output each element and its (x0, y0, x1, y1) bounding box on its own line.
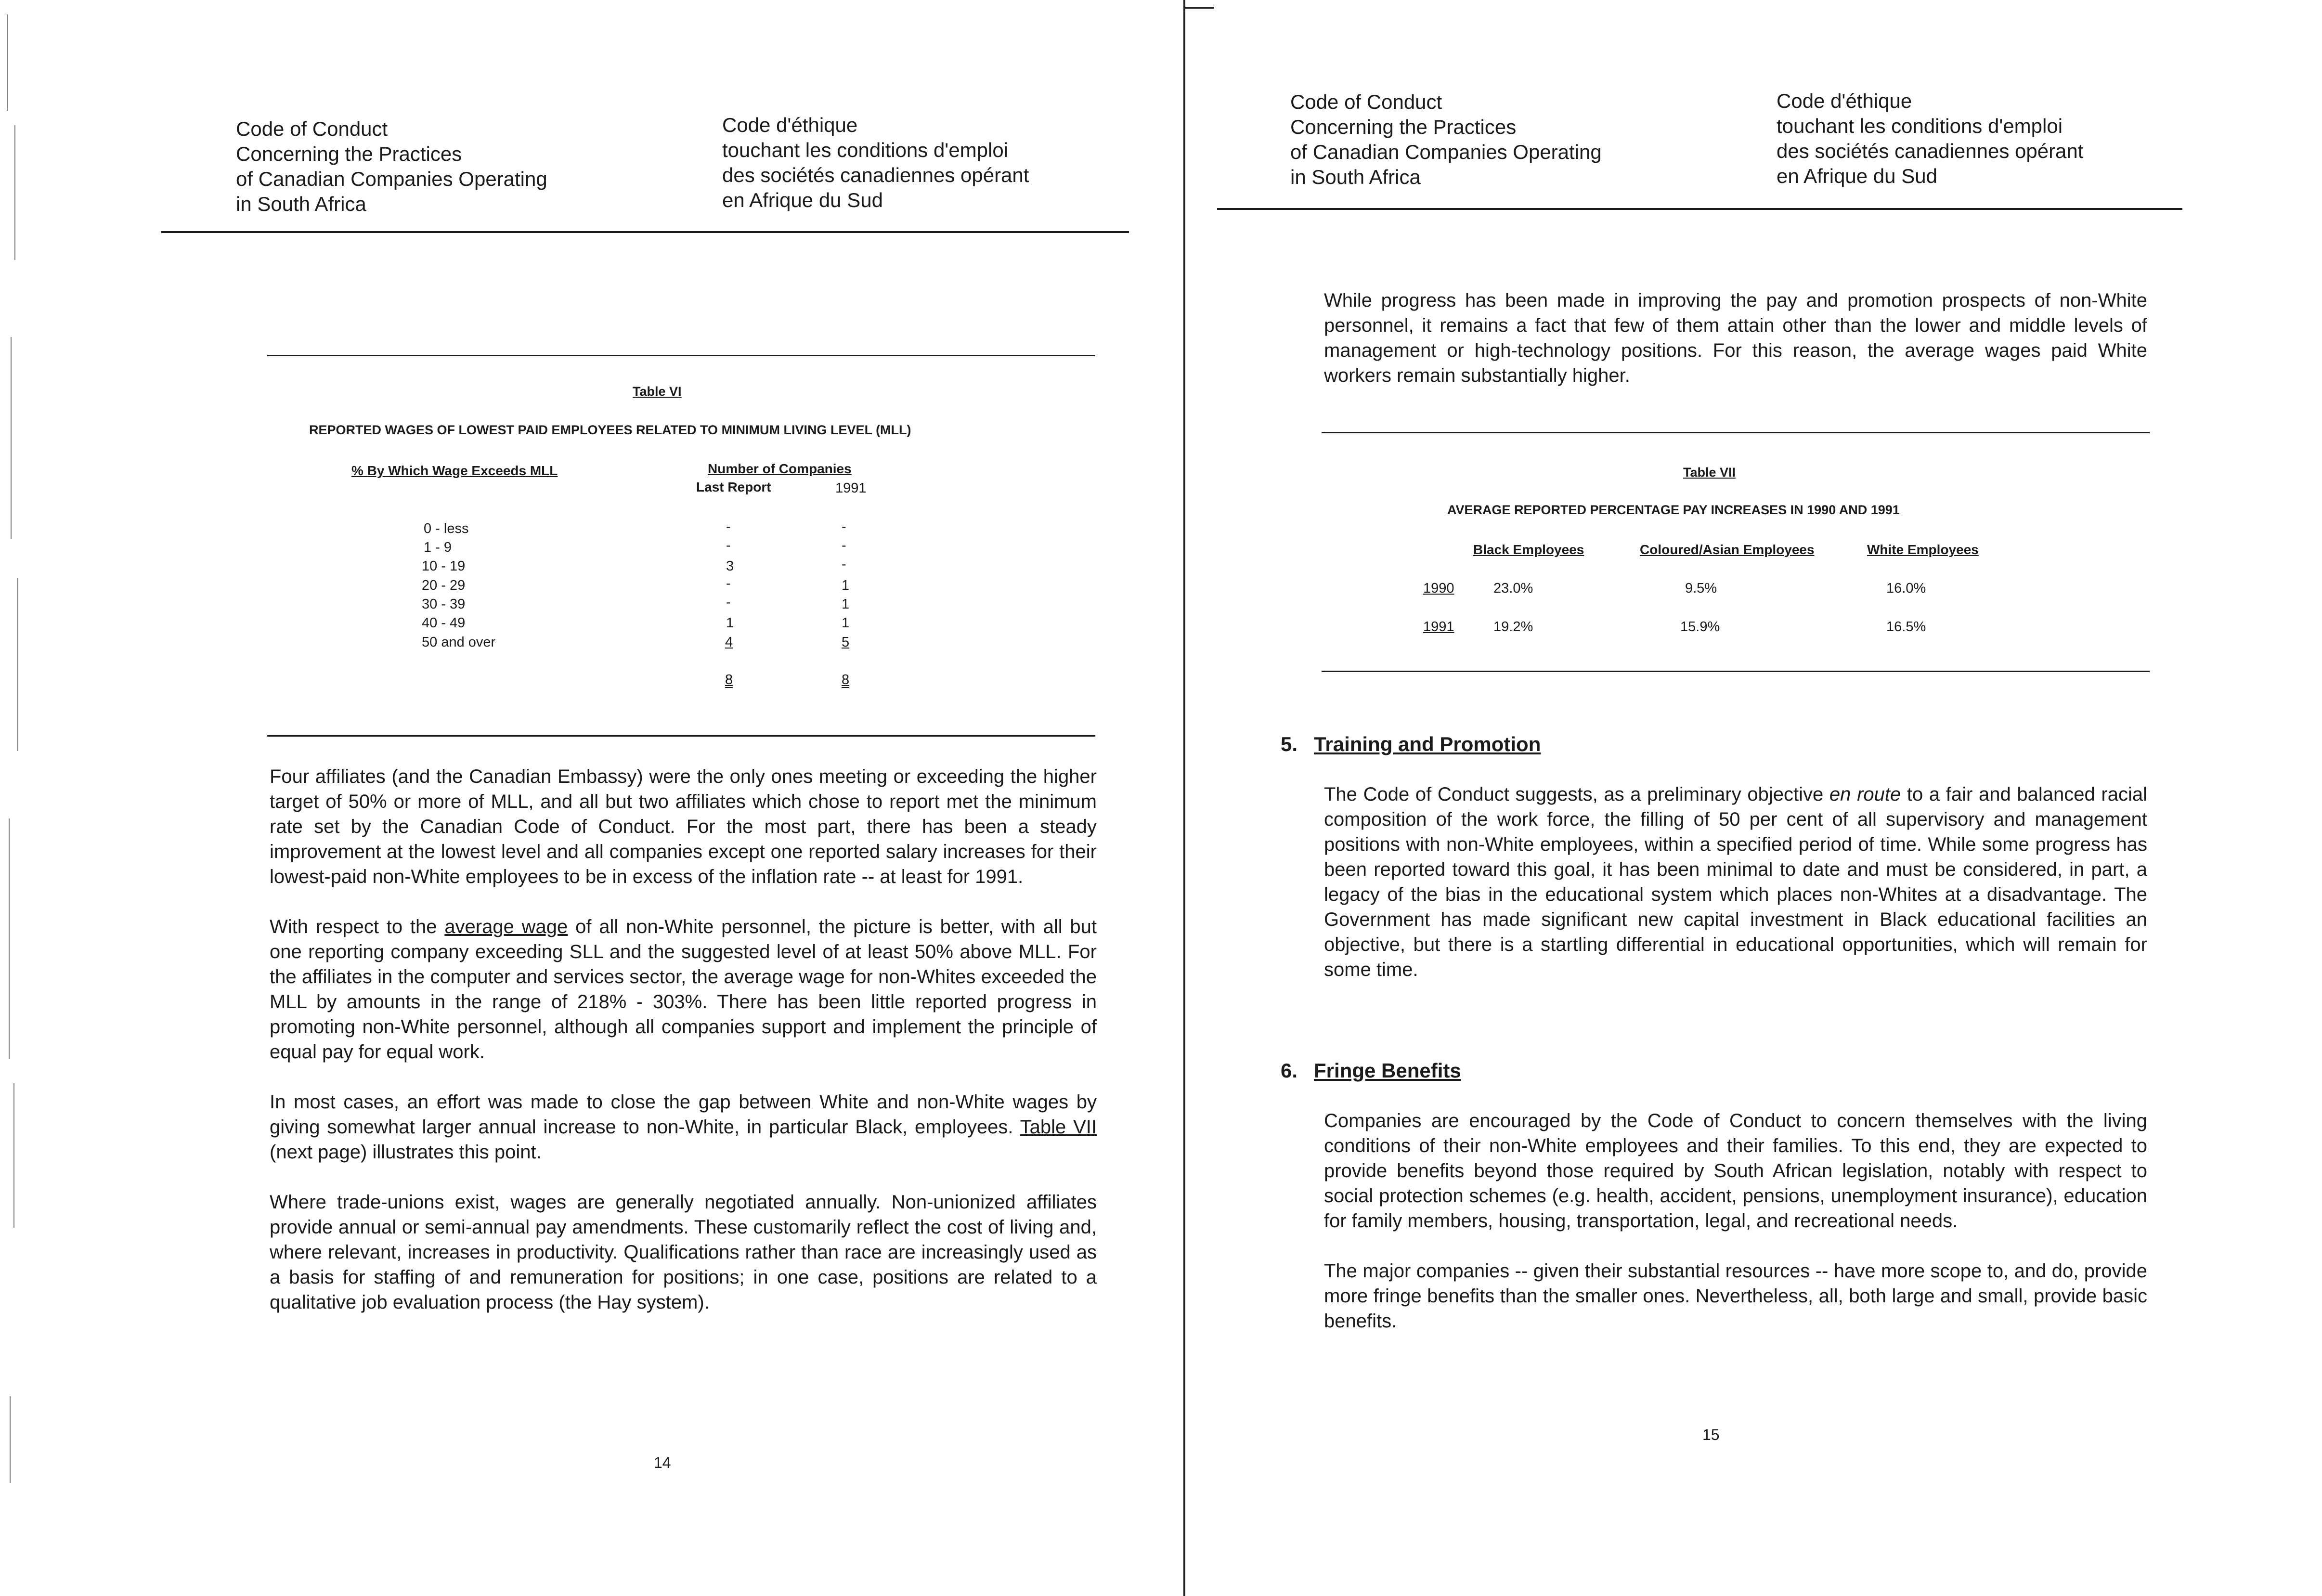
column-header-companies: Number of Companies (708, 461, 852, 476)
table-cell-last: - (726, 576, 731, 591)
paragraph-text: In most cases, an effort was made to close the gap between White and non-White wages by giving somewhat larger annual increase to non-White, in particular Black, employees. (270, 1091, 1097, 1138)
table-row-year: 1990 (1423, 581, 1454, 596)
column-header-white: White Employees (1867, 542, 1979, 557)
table-cell-last: 1 (726, 615, 734, 631)
table-cell-1991: 5 (842, 635, 850, 650)
paragraph: The major companies -- given their substantial resources -- have more scope to, and do, provide more fringe benefits than the smaller ones. Nevertheless, all, both large and small, provide basic benefits. (1324, 1260, 2147, 1332)
left-body (270, 764, 1097, 1315)
emphasis-average-wage: average wage (444, 916, 568, 937)
paragraph-text: to a fair and balanced racial composition of the work force, the filling of 50 per cent of all supervisory and management positions with non-White employees, within a specified period of time. While some progress has been reported toward this goal, it has been minimal to date and must be considered, in part, a legacy of the bias in the educational system which places non-Whites at a disadvantage. The Government has made significant new capital investment in Black educational facilities an objective, but there is a startling differential in educational opportunities, which will remain for some time. (1324, 784, 2148, 980)
header-line: Concerning the Practices (1290, 116, 1517, 138)
table-cell-last: - (726, 595, 731, 610)
header-line: des sociétés canadiennes opérant (1777, 140, 2084, 162)
section-number: 5. (1281, 733, 1298, 755)
page-number: 15 (1702, 1426, 1720, 1443)
subheader-last-report: Last Report (696, 480, 771, 494)
section-5-body (1324, 782, 2147, 982)
paragraph-text: (next page) illustrates this point. (270, 1142, 542, 1163)
section-number: 6. (1281, 1059, 1298, 1082)
column-header-coloured: Coloured/Asian Employees (1640, 542, 1815, 557)
paragraph-text: With respect to the (270, 916, 445, 937)
table-cell-last: - (726, 538, 731, 553)
section-title: Fringe Benefits (1314, 1059, 1461, 1082)
table-cell-range: 30 - 39 (422, 597, 466, 612)
header-french (722, 113, 1029, 213)
header-french (1777, 89, 2083, 189)
table-cell-last: 3 (726, 558, 734, 574)
header-line: of Canadian Companies Operating (1290, 141, 1602, 163)
table-cell-range: 0 - less (424, 521, 469, 536)
table-cell-white: 16.0% (1886, 581, 1926, 596)
table-bottom-rule (267, 735, 1095, 737)
header-line: touchant les conditions d'emploi (1777, 115, 2063, 137)
table-cell-coloured: 15.9% (1680, 619, 1720, 635)
table-cell-1991: - (842, 557, 846, 572)
table-total-last: 8 (725, 672, 733, 688)
table-total-1991: 8 (842, 672, 850, 688)
paragraph: Where trade-unions exist, wages are generally negotiated annually. Non-unionized affiliates provide annual or semi-annual pay amendments. These customarily reflect the cost of living and, where relevant, increases in productivity. Qualifications rather than race are increasingly used as a basis for staffing of and remuneration for positions; in one case, positions are related to a qualitative job evaluation process (the Hay system). (270, 1192, 1097, 1313)
paragraph (270, 1090, 1097, 1165)
table-cell-range: 50 and over (422, 635, 496, 650)
table-cell-last: - (726, 519, 731, 534)
table-cell-1991: 1 (842, 578, 850, 593)
right-page (1184, 0, 2322, 1596)
subheader-year: 1991 (835, 480, 867, 496)
table-cell-1991: 1 (842, 615, 850, 631)
table-cell-range: 40 - 49 (422, 615, 466, 631)
header-line: touchant les conditions d'emploi (722, 139, 1009, 161)
header-rule (1217, 208, 2182, 210)
header-line: Code d'éthique (722, 114, 858, 136)
header-line: des sociétés canadiennes opérant (722, 164, 1029, 186)
section-heading-training (1281, 733, 1541, 756)
column-header-black: Black Employees (1473, 542, 1584, 557)
table-cell-1991: 1 (842, 597, 850, 612)
page-number: 14 (654, 1454, 671, 1471)
paragraph (270, 914, 1097, 1064)
header-line: in South Africa (1290, 166, 1421, 188)
section-6-body (1324, 1108, 2147, 1334)
intro-paragraph: While progress has been made in improving the pay and promotion prospects of non-White personnel, it remains a fact that few of them attain other than the lower and middle levels of management or high-technology positions. For this reason, the average wages paid White workers remain substantially higher. (1324, 290, 2147, 386)
header-english (1290, 90, 1602, 190)
table-title: REPORTED WAGES OF LOWEST PAID EMPLOYEES RELATED TO MINIMUM LIVING LEVEL (MLL) (309, 423, 911, 437)
header-line: en Afrique du Sud (1777, 165, 1937, 187)
section-heading-fringe (1281, 1059, 1461, 1082)
table-caption: Table VII (1683, 465, 1736, 480)
table-vii-reference: Table VII (1020, 1116, 1097, 1138)
table-top-rule (267, 355, 1095, 356)
table-cell-range: 20 - 29 (422, 578, 466, 593)
paragraph-text: of all non-White personnel, the picture is better, with all but one reporting company exceeding SLL and the suggested level of at least 50% above MLL. For the affiliates in the computer and services sector, the average wage for non-Whites exceeded the MLL by amounts in the range of 218% - 303%. There has been little reported progress in promoting non-White personnel, although all companies support and implement the principle of equal pay for equal work. (270, 916, 1097, 1063)
header-line: Concerning the Practices (236, 143, 462, 165)
header-line: in South Africa (236, 193, 366, 215)
table-bottom-rule (1322, 671, 2150, 672)
header-line: of Canadian Companies Operating (236, 168, 547, 190)
table-top-rule (1322, 432, 2150, 433)
table-cell-1991: - (842, 519, 846, 534)
header-line: Code of Conduct (1290, 91, 1442, 113)
table-title: AVERAGE REPORTED PERCENTAGE PAY INCREASES IN 1990 AND 1991 (1447, 503, 1900, 517)
header-line: Code of Conduct (236, 117, 388, 140)
header-english (236, 117, 547, 217)
section-title: Training and Promotion (1314, 733, 1541, 755)
table-cell-black: 23.0% (1493, 581, 1533, 596)
table-caption: Table VI (633, 384, 682, 399)
table-row-year: 1991 (1423, 619, 1454, 635)
paragraph-text: The Code of Conduct suggests, as a preliminary objective (1324, 784, 1829, 805)
table-cell-white: 16.5% (1886, 619, 1926, 635)
table-cell-range: 10 - 19 (422, 558, 466, 574)
header-line: Code d'éthique (1777, 90, 1912, 112)
emphasis-en-route: en route (1829, 784, 1901, 805)
paragraph: Four affiliates (and the Canadian Embassy) were the only ones meeting or exceeding the higher target of 50% or more of MLL, and all but two affiliates which chose to report met the minimum rate set by the Canadian Code of Conduct. For the most part, there has been a steady improvement at the lowest level and all companies except one reported salary increases for their lowest-paid non-White employees to be in excess of the inflation rate -- at least for 1991. (270, 766, 1097, 887)
header-line: en Afrique du Sud (722, 189, 883, 211)
table-cell-black: 19.2% (1493, 619, 1533, 635)
header-rule (161, 231, 1129, 233)
table-cell-1991: - (842, 538, 846, 553)
table-cell-last: 4 (725, 635, 733, 650)
column-header-range: % By Which Wage Exceeds MLL (351, 463, 558, 478)
table-cell-coloured: 9.5% (1685, 581, 1717, 596)
table-cell-range: 1 - 9 (424, 540, 452, 555)
paragraph: Companies are encouraged by the Code of Conduct to concern themselves with the living conditions of their non-White employees and their families. To this end, they are expected to provide benefits beyond those required by South African legislation, notably with respect to social protection schemes (e.g. health, accident, pensions, unemployment insurance), education for family members, housing, transportation, legal, and recreational needs. (1324, 1110, 2147, 1232)
